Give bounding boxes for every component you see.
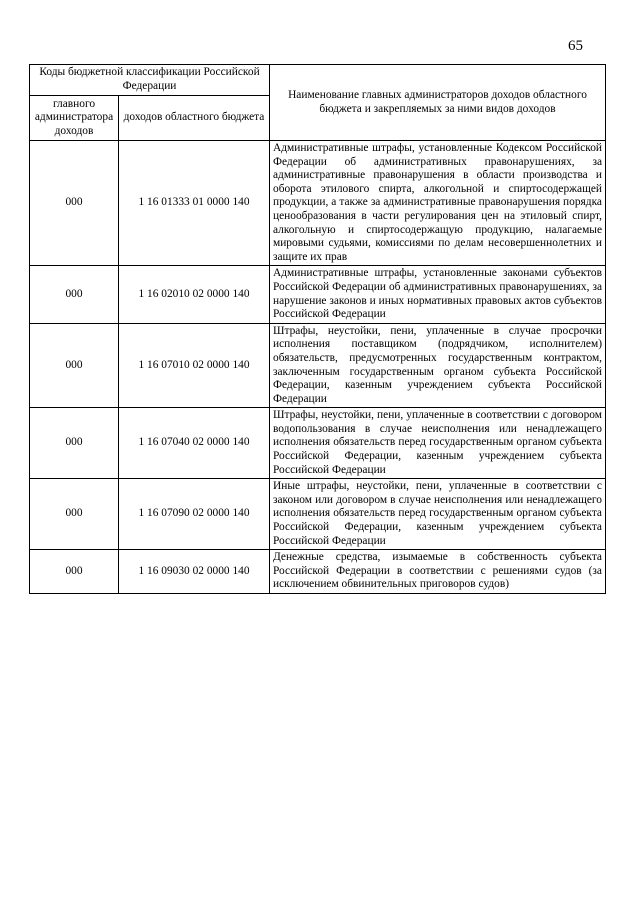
- admin-code-cell: 000: [30, 266, 119, 323]
- table-row: [30, 266, 606, 323]
- description-cell: Административные штрафы, установленные Кодексом Российской Федерации об административных правонарушениях, за административные правонарушения в области производства и оборота этилового спирта, алкогольной и спиртосодержащей продукции, а также за административные правонарушения порядка ценообразования в части регулирования цен на этиловый спирт, алкогольную и спиртосодержащую продукцию, налагаемые мировыми судьями, комиссиями по делам несовершеннолетних и защите их прав: [270, 141, 606, 266]
- admin-code-cell: 000: [30, 479, 119, 550]
- description-cell: Штрафы, неустойки, пени, уплаченные в соответствии с договором водопользования в случае неисполнения или ненадлежащего исполнения обязательств перед государственным органом субъекта Российской Федерации, казенным учреждением субъекта Российской Федерации: [270, 408, 606, 479]
- income-code-cell: 1 16 07040 02 0000 140: [119, 408, 270, 479]
- income-code-cell: 1 16 07090 02 0000 140: [119, 479, 270, 550]
- header-admin-code: главного администратора доходов: [30, 96, 119, 141]
- description-cell: Административные штрафы, установленные законами субъектов Российской Федерации об административных правонарушениях, за нарушение законов и иных нормативных правовых актов субъектов Российской Федерации: [270, 266, 606, 323]
- admin-code-cell: 000: [30, 323, 119, 408]
- table-row: [30, 479, 606, 550]
- description-cell: Иные штрафы, неустойки, пени, уплаченные в соответствии с законом или договором в случае неисполнения или ненадлежащего исполнения обязательств перед государственным органом субъекта Российской Федерации, казенным учреждением субъекта Российской Федерации: [270, 479, 606, 550]
- header-codes-group: Коды бюджетной классификации Российской Федерации: [30, 65, 270, 96]
- description-cell: Штрафы, неустойки, пени, уплаченные в случае просрочки исполнения поставщиком (подрядчиком, исполнителем) обязательств, предусмотренных государственным контрактом, заключенным государственным органом субъекта Российской Федерации, казенным учреждением субъекта Российской Федерации: [270, 323, 606, 408]
- table-row: [30, 550, 606, 594]
- income-code-cell: 1 16 01333 01 0000 140: [119, 141, 270, 266]
- admin-code-cell: 000: [30, 141, 119, 266]
- table-header-row: [30, 65, 606, 96]
- table-row: [30, 323, 606, 408]
- page-number: 65: [568, 38, 583, 54]
- table-row: [30, 141, 606, 266]
- income-code-cell: 1 16 09030 02 0000 140: [119, 550, 270, 594]
- header-income-code: доходов областного бюджета: [119, 96, 270, 141]
- admin-code-cell: 000: [30, 550, 119, 594]
- budget-classification-table: [29, 64, 606, 594]
- income-code-cell: 1 16 02010 02 0000 140: [119, 266, 270, 323]
- table-row: [30, 408, 606, 479]
- header-administrator-names: Наименование главных администраторов доходов областного бюджета и закрепляемых за ними видов доходов: [270, 65, 606, 141]
- description-cell: Денежные средства, изымаемые в собственность субъекта Российской Федерации в соответствии с решениями судов (за исключением обвинительных приговоров судов): [270, 550, 606, 594]
- admin-code-cell: 000: [30, 408, 119, 479]
- income-code-cell: 1 16 07010 02 0000 140: [119, 323, 270, 408]
